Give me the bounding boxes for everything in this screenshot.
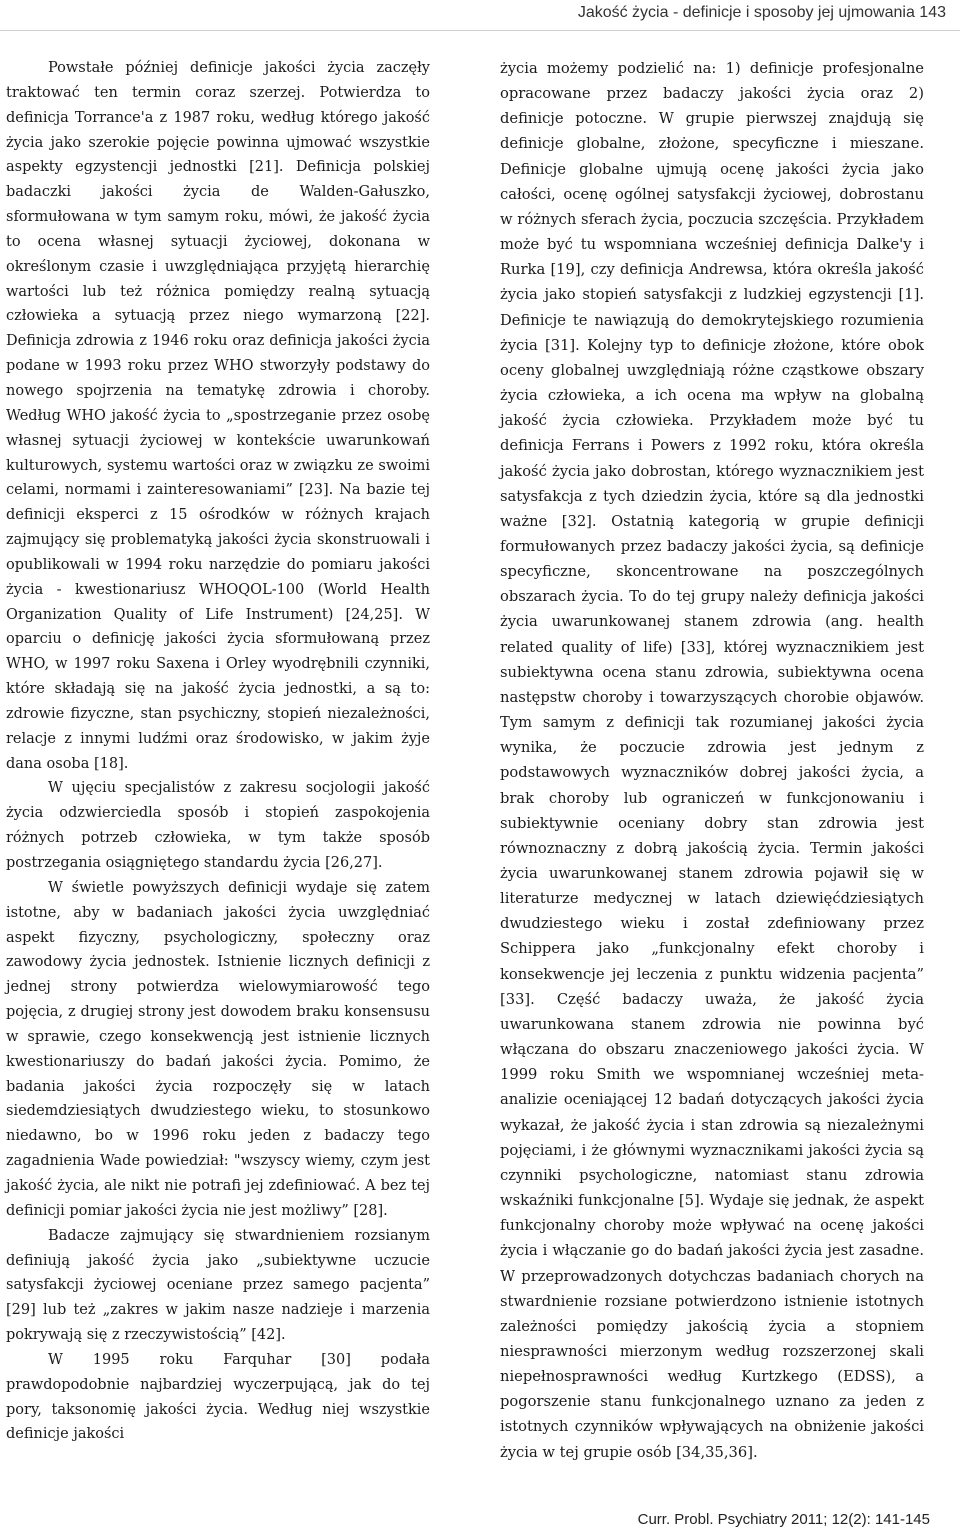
running-head: Jakość życia - definicje i sposoby jej ujmowania 143 — [577, 4, 946, 21]
right-column — [500, 56, 924, 1465]
paragraph: W świetle powyższych definicji wydaje się zatem istotne, aby w badaniach jakości życia uwzględniać aspekt fizyczny, psychologiczny, społeczny oraz zawodowy życia jednostek. Istnienie licznych definicji z jednej strony potwierdza wielowymiarowość tego pojęcia, z drugiej strony jest dowodem braku konsensusu w sprawie, czego konsekwencją jest istnienie licznych kwestionariuszy do badań jakości życia. Pomimo, że badania jakości życia rozpoczęły się w latach siedemdziesiątych dwudziestego wieku, to stosunkowo niedawno, bo w 1996 roku jeden z badaczy tego zagadnienia Wade powiedział: "wszyscy wiemy, czym jest jakość życia, ale nikt nie potrafi jej zdefiniować. A bez tej definicji pomiar jakości życia nie jest możliwy” [28]. — [6, 879, 430, 1219]
paragraph: W 1995 roku Farquhar [30] podała prawdopodobnie najbardziej wyczerpującą, jak do tej pory, taksonomię jakości życia. Według niej wszystkie definicje jakości — [6, 1351, 430, 1443]
journal-citation: Curr. Probl. Psychiatry 2011; 12(2): 141-145 — [637, 1511, 930, 1528]
paragraph: Badacze zajmujący się stwardnieniem rozsianym definiują jakość życia jako „subiektywne uczucie satysfakcji życiowej oceniane przez samego pacjenta” [29] lub też „zakres w jakim nasze nadzieje i marzenia pokrywają się z rzeczywistością” [42]. — [6, 1227, 430, 1344]
left-column — [6, 56, 430, 1447]
header-rule — [0, 30, 960, 31]
paragraph: życia możemy podzielić na: 1) definicje profesjonalne opracowane przez badaczy jakości życia oraz 2) definicje potoczne. W grupie pierwszej znajdują się definicje globalne, złożone, specyficzne i mieszane. Definicje globalne ujmują ocenę jakości życia jako całości, ocenę ogólnej satysfakcji życiowej, dobrostanu w różnych sferach życia, poczucia szczęścia. Przykładem może być tu wspomniana wcześniej definicja Dalke'y i Rurka [19], czy definicja Andrewsa, która określa jakość życia jako stopień satysfakcji z ludzkiej egzystencji [1]. Definicje te nawiązują do demokrytejskiego rozumienia życia [31]. Kolejny typ to definicje złożone, które obok oceny globalnej uwzględniają różne cząstkowe obszary życia człowieka, a ich ocena ma wpływ na globalną jakość życia człowieka. Przykładem może być tu definicja Ferrans i Powers z 1992 roku, która określa jakość życia jako dobrostan, którego wyznacznikiem jest satysfakcja z tych dziedzin życia, które są dla jednostki ważne [32]. Ostatnią kategorią w grupie definicji formułowanych przez badaczy jakości życia, są definicje specyficzne, skoncentrowane na poszczególnych obszarach życia. To do tej grupy należy definicja jakości życia uwarunkowanej stanem zdrowia (ang. health related quality of life) [33], której wyznacznikiem jest subiektywna ocena stanu zdrowia, subiektywna ocena następstw choroby i towarzyszących chorobie objawów. Tym samym z definicji tak rozumianej jakości życia wynika, że poczucie zdrowia jest jednym z podstawowych wyznaczników dobrej jakości życia, a brak choroby lub ograniczeń w funkcjonowaniu i subiektywnie oceniany dobry stan zdrowia jest równoznaczny z dobrą jakością życia. Termin jakości życia uwarunkowanej stanem zdrowia pojawił się w literaturze medycznej w latach dziewięćdziesiątych dwudziestego wieku i został zdefiniowany przez Schippera jako „funkcjonalny efekt choroby i konsekwencje jej leczenia z punktu widzenia pacjenta” [33]. Część badaczy uważa, że jakość życia uwarunkowana stanem zdrowia nie powinna być włączana do obszaru znaczeniowego jakości życia. W 1999 roku Smith we wspomnianej wcześniej meta-analizie oceniającej 12 badań dotyczących jakości życia wykazał, że jakość życia i stan zdrowia są niezależnymi pojęciami, i że głównymi wyznacznikami jakości życia są czynniki psychologiczne, natomiast stanu zdrowia wskaźniki funkcjonalne [5]. Wydaje się jednak, że aspekt funkcjonalny choroby może wpływać na ocenę jakości życia i włączanie go do badań jakości życia jest zasadne. W przeprowadzonych dotychczas badaniach chorych na stwardnienie rozsiane potwierdzono istnienie istotnych zależności pomiędzy jakością życia a stopniem niesprawności mierzonym według rozszerzonej skali niepełnosprawności według Kurtzkego (EDSS), a pogorszenie stanu funkcjonalnego uznano za jeden z istotnych czynników wpływających na obniżenie jakości życia w tej grupie osób [34,35,36]. — [500, 60, 924, 1461]
paragraph: Powstałe później definicje jakości życia zaczęły traktować ten termin coraz szerzej. Potwierdza to definicja Torrance'a z 1987 roku, według którego jakość życia jako szerokie pojęcie powinna ujmować wszystkie aspekty egzystencji jednostki [21]. Definicja polskiej badaczki jakości życia de Walden-Gałuszko, sformułowana w tym samym roku, mówi, że jakość życia to ocena własnej sytuacji życiowej, dokonana w określonym czasie i uwzględniająca przyjętą hierarchię wartości lub też różnica pomiędzy realną sytuacją człowieka a sytuacją przez niego wymarzoną [22]. Definicja zdrowia z 1946 roku oraz definicja jakości życia podane w 1993 roku przez WHO stworzyły podstawy do nowego spojrzenia na tematykę zdrowia i choroby. Według WHO jakość życia to „spostrzeganie przez osobę własnej sytuacji życiowej w kontekście uwarunkowań kulturowych, systemu wartości oraz w związku ze swoimi celami, normami i zainteresowaniami” [23]. Na bazie tej definicji eksperci z 15 ośrodków w różnych krajach zajmujący się problematyką jakości życia skonstruowali i opublikowali w 1994 roku narzędzie do pomiaru jakości życia - kwestionariusz WHOQOL-100 (World Health Organization Quality of Life Instrument) [24,25]. W oparciu o definicję jakości życia sformułowaną przez WHO, w 1997 roku Saxena i Orley wyodrębnili czynniki, które składają się na jakość życia jednostki, a są to: zdrowie fizyczne, stan psychiczny, stopień niezależności, relacje z innymi ludźmi oraz środowisko, w jakim żyje dana osoba [18]. — [6, 60, 430, 772]
paragraph: W ujęciu specjalistów z zakresu socjologii jakość życia odzwierciedla sposób i stopień zaspokojenia różnych potrzeb człowieka, w tym także sposób postrzegania osiągniętego standardu życia [26,27]. — [6, 780, 430, 871]
